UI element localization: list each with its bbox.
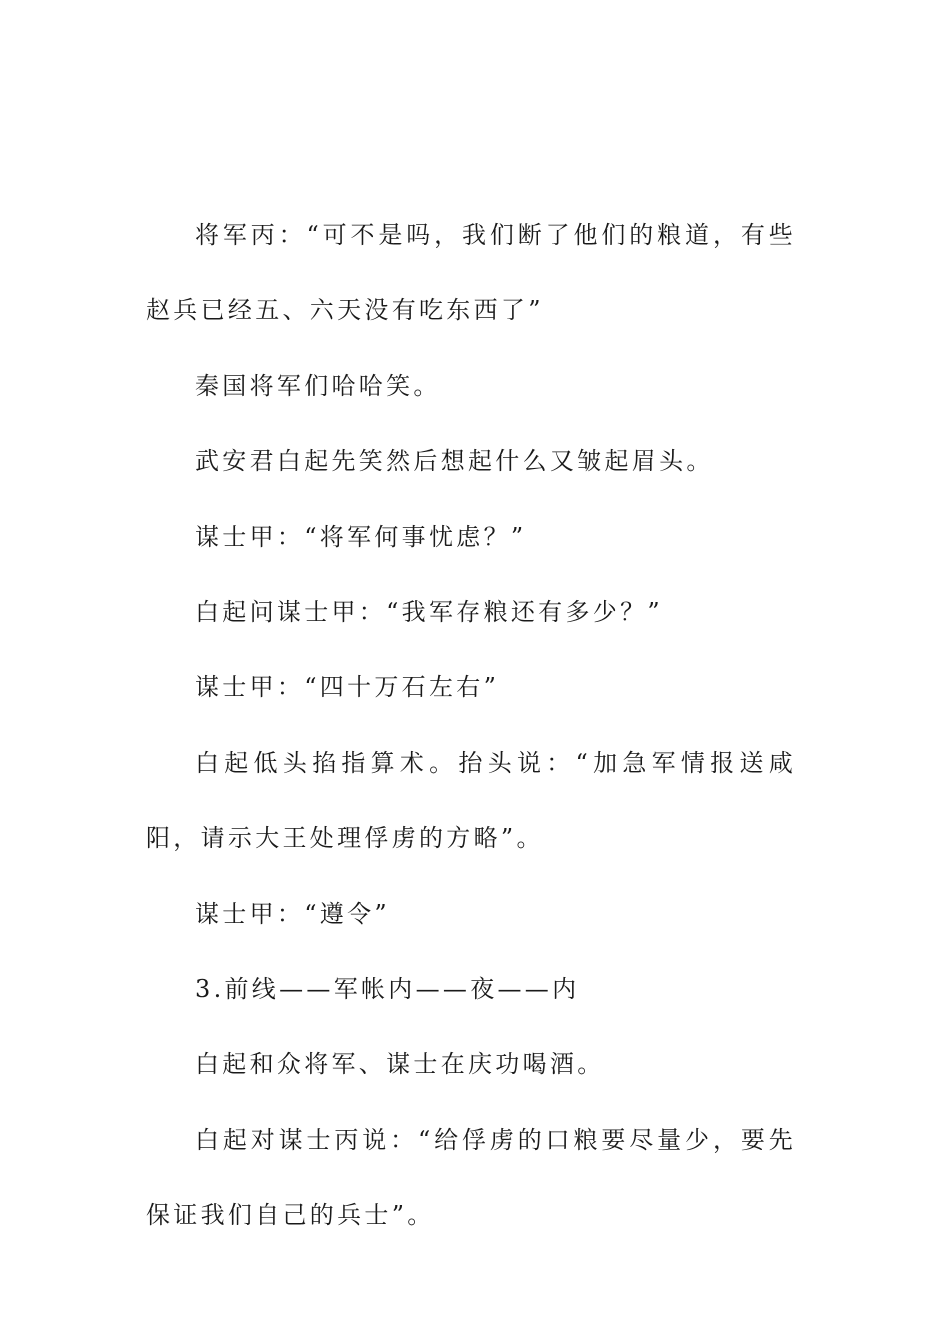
paragraph-baiqi-frowns: 武安君白起先笑然后想起什么又皱起眉头。 — [195, 447, 714, 476]
paragraph-baiqi-rations-order: 白起对谋士丙说：“给俘虏的口粮要尽量少，要先保证我们自己的兵士”。 — [146, 1125, 796, 1230]
paragraph-celebration: 白起和众将军、谋士在庆功喝酒。 — [195, 1050, 605, 1079]
paragraph-advisor-answers: 谋士甲：“四十万石左右” — [195, 673, 500, 702]
document-body — [146, 198, 796, 1254]
scene-heading: 3.前线——军帐内——夜——内 — [195, 975, 580, 1004]
paragraph-baiqi-orders-report: 白起低头掐指算术。抬头说：“加急军情报送咸阳，请示大王处理俘虏的方略”。 — [146, 748, 796, 853]
paragraph-general-bing-reply: 将军丙：“可不是吗，我们断了他们的粮道，有些赵兵已经五、六天没有吃东西了” — [146, 221, 796, 325]
paragraph-baiqi-asks-grain: 白起问谋士甲：“我军存粮还有多少？” — [195, 598, 663, 627]
paragraph-generals-laugh: 秦国将军们哈哈笑。 — [195, 371, 441, 400]
paragraph-advisor-asks: 谋士甲：“将军何事忧虑？” — [195, 522, 527, 551]
paragraph-advisor-obeys: 谋士甲：“遵令” — [195, 899, 390, 928]
